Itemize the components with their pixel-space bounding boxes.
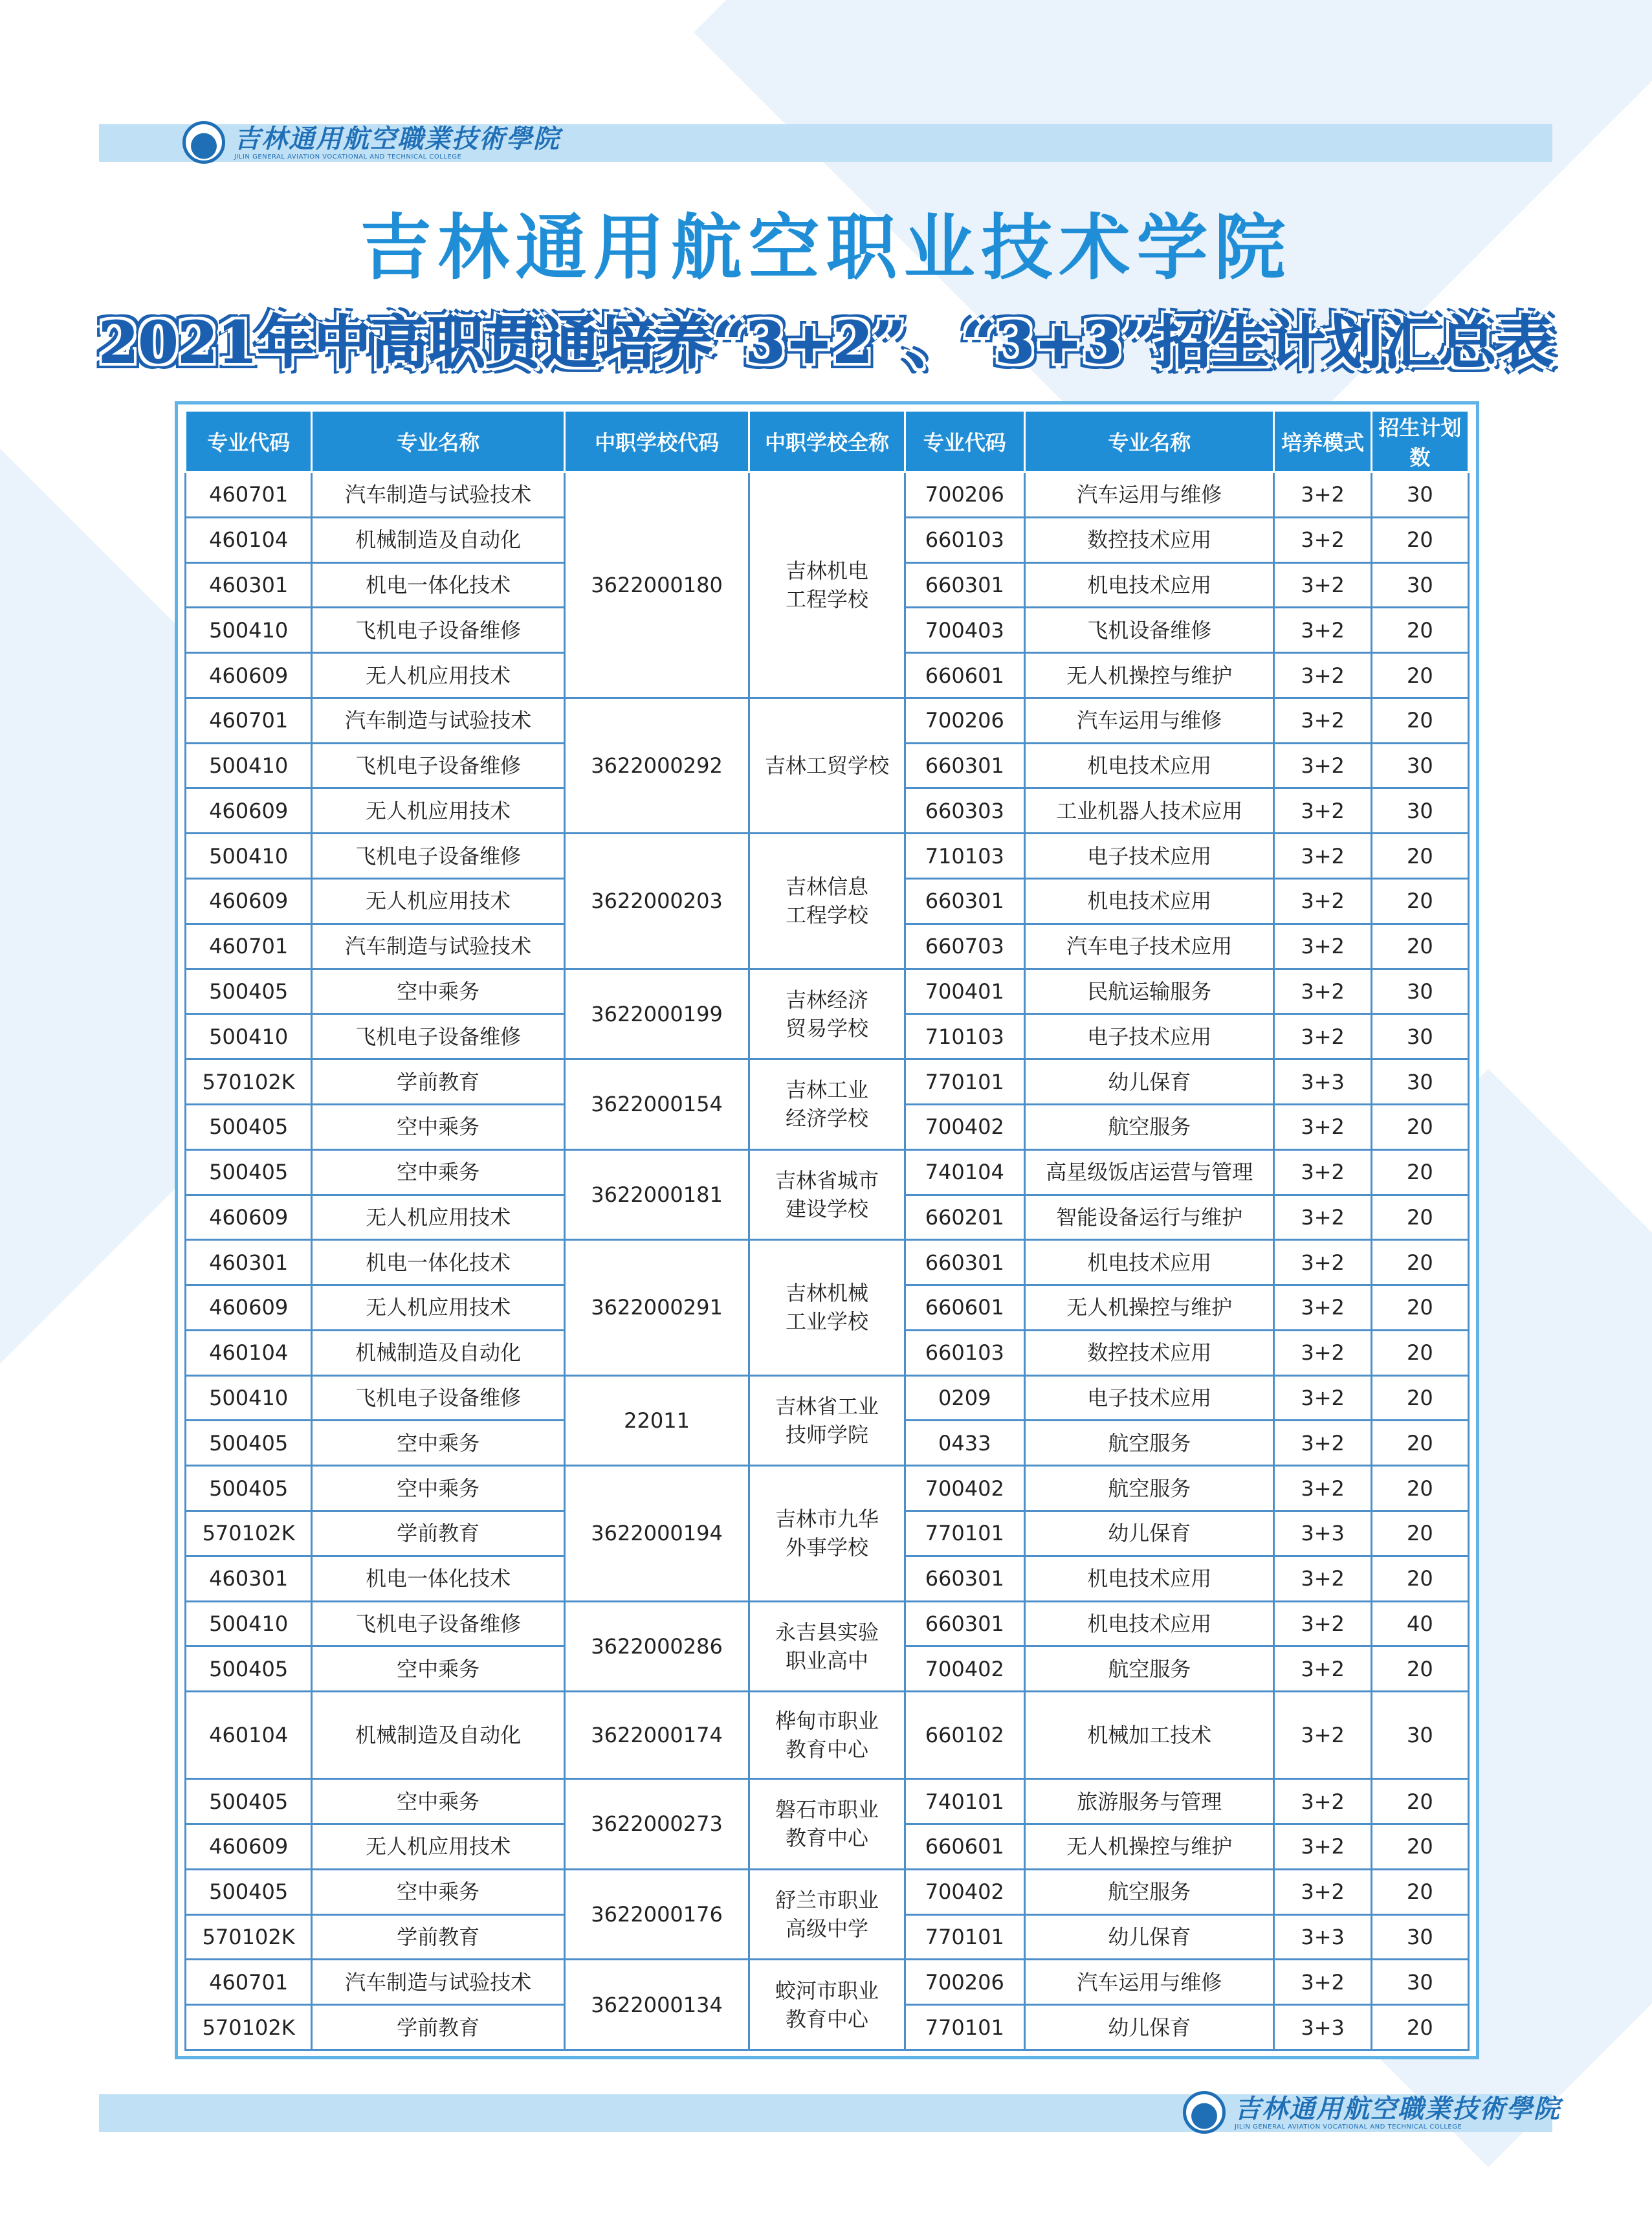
sv-major-name-cell: 高星级饭店运营与管理 [1024, 1149, 1274, 1195]
training-mode-cell: 3+3 [1274, 1059, 1371, 1105]
logo-english-name: JILIN GENERAL AVIATION VOCATIONAL AND TECHNICAL COLLEGE [1235, 2123, 1462, 2131]
hv-major-code-cell: 460609 [186, 879, 312, 924]
sv-major-name-cell: 机电技术应用 [1024, 879, 1274, 924]
school-code-cell: 3622000203 [564, 834, 749, 969]
sv-major-name-cell: 机电技术应用 [1024, 1240, 1274, 1285]
hv-major-code-cell: 500405 [186, 969, 312, 1014]
training-mode-cell: 3+3 [1274, 1914, 1371, 1960]
school-code-cell: 3622000292 [564, 698, 749, 833]
school-name-cell: 吉林省工业 技师学院 [749, 1375, 905, 1466]
training-mode-cell: 3+2 [1274, 1779, 1371, 1824]
hv-major-name-cell: 空中乘务 [312, 1779, 565, 1824]
enrollment-count-cell: 20 [1371, 517, 1468, 562]
table-row [186, 1240, 1469, 1285]
sv-major-name-cell: 机械加工技术 [1024, 1692, 1274, 1779]
table-row [186, 834, 1469, 879]
table-row [186, 1601, 1469, 1646]
enrollment-plan-table [184, 410, 1470, 2051]
sv-major-code-cell: 700206 [905, 1960, 1024, 2005]
table-row [186, 1375, 1469, 1421]
sv-major-code-cell: 700402 [905, 1104, 1024, 1149]
enrollment-count-cell: 20 [1371, 1779, 1468, 1824]
sv-major-code-cell: 770101 [905, 1511, 1024, 1556]
school-code-cell: 3622000174 [564, 1692, 749, 1779]
enrollment-count-cell: 20 [1371, 879, 1468, 924]
enrollment-count-cell: 20 [1371, 1149, 1468, 1195]
training-mode-cell: 3+2 [1274, 1104, 1371, 1149]
hv-major-name-cell: 空中乘务 [312, 1149, 565, 1195]
training-mode-cell: 3+2 [1274, 1601, 1371, 1646]
hv-major-code-cell: 460701 [186, 1960, 312, 2005]
sv-major-code-cell: 660102 [905, 1692, 1024, 1779]
header-logo [182, 116, 560, 168]
training-mode-cell: 3+2 [1274, 1375, 1371, 1421]
sv-major-code-cell: 700206 [905, 698, 1024, 743]
hv-major-name-cell: 学前教育 [312, 1059, 565, 1105]
school-code-cell: 3622000291 [564, 1240, 749, 1375]
hv-major-name-cell: 学前教育 [312, 1914, 565, 1960]
school-code-cell: 3622000176 [564, 1869, 749, 1960]
training-mode-cell: 3+2 [1274, 1240, 1371, 1285]
table-row [186, 1692, 1469, 1779]
school-name-cell: 吉林工贸学校 [749, 698, 905, 833]
sv-major-name-cell: 航空服务 [1024, 1104, 1274, 1149]
training-mode-cell: 3+2 [1274, 1421, 1371, 1466]
hv-major-code-cell: 570102K [186, 1511, 312, 1556]
hv-major-code-cell: 500410 [186, 743, 312, 788]
school-code-cell: 3622000286 [564, 1601, 749, 1692]
sv-major-name-cell: 电子技术应用 [1024, 1375, 1274, 1421]
school-name-cell: 舒兰市职业 高级中学 [749, 1869, 905, 1960]
hv-major-code-cell: 570102K [186, 2005, 312, 2050]
sv-major-name-cell: 数控技术应用 [1024, 1330, 1274, 1375]
sv-major-name-cell: 工业机器人技术应用 [1024, 788, 1274, 834]
page-subtitle: 2021年中高职贯通培养“3+2”、“3+3”招生计划汇总表 [98, 309, 1554, 376]
hv-major-code-cell: 460301 [186, 1556, 312, 1601]
sv-major-name-cell: 无人机操控与维护 [1024, 1824, 1274, 1869]
logo-chinese-name: 吉林通用航空職業技術學院 [234, 123, 560, 154]
hv-major-name-cell: 飞机电子设备维修 [312, 1375, 565, 1421]
training-mode-cell: 3+2 [1274, 1014, 1371, 1059]
table-body [186, 472, 1469, 2050]
hv-major-code-cell: 460301 [186, 562, 312, 608]
training-mode-cell: 3+2 [1274, 1869, 1371, 1914]
hv-major-name-cell: 汽车制造与试验技术 [312, 924, 565, 969]
hv-major-name-cell: 机械制造及自动化 [312, 1692, 565, 1779]
hv-major-name-cell: 无人机应用技术 [312, 788, 565, 834]
sv-major-code-cell: 660201 [905, 1195, 1024, 1240]
table-frame [175, 401, 1479, 2059]
hv-major-code-cell: 460701 [186, 698, 312, 743]
school-name-cell: 吉林省城市 建设学校 [749, 1149, 905, 1240]
enrollment-count-cell: 20 [1371, 1824, 1468, 1869]
school-name-cell: 吉林机电 工程学校 [749, 472, 905, 698]
sv-major-name-cell: 幼儿保育 [1024, 1914, 1274, 1960]
training-mode-cell: 3+2 [1274, 1960, 1371, 2005]
sv-major-code-cell: 700401 [905, 969, 1024, 1014]
enrollment-count-cell: 20 [1371, 924, 1468, 969]
sv-major-name-cell: 汽车运用与维修 [1024, 472, 1274, 518]
sv-major-name-cell: 无人机操控与维护 [1024, 653, 1274, 698]
training-mode-cell: 3+2 [1274, 969, 1371, 1014]
hv-major-code-cell: 500405 [186, 1869, 312, 1914]
hv-major-code-cell: 500410 [186, 1014, 312, 1059]
sv-major-name-cell: 电子技术应用 [1024, 1014, 1274, 1059]
enrollment-count-cell: 20 [1371, 834, 1468, 879]
hv-major-code-cell: 460701 [186, 472, 312, 518]
hv-major-name-cell: 空中乘务 [312, 1104, 565, 1149]
sv-major-code-cell: 660703 [905, 924, 1024, 969]
hv-major-name-cell: 机械制造及自动化 [312, 517, 565, 562]
training-mode-cell: 3+2 [1274, 1330, 1371, 1375]
enrollment-count-cell: 30 [1371, 1960, 1468, 2005]
hv-major-name-cell: 机电一体化技术 [312, 1240, 565, 1285]
header-cell: 专业代码 [186, 411, 312, 472]
hv-major-name-cell: 机电一体化技术 [312, 562, 565, 608]
sv-major-name-cell: 智能设备运行与维护 [1024, 1195, 1274, 1240]
hv-major-name-cell: 机电一体化技术 [312, 1556, 565, 1601]
table-row [186, 1779, 1469, 1824]
hv-major-code-cell: 460609 [186, 1285, 312, 1331]
header-cell: 招生计划数 [1371, 411, 1468, 472]
sv-major-code-cell: 660303 [905, 788, 1024, 834]
hv-major-code-cell: 460609 [186, 788, 312, 834]
logo-english-name: JILIN GENERAL AVIATION VOCATIONAL AND TECHNICAL COLLEGE [234, 153, 462, 161]
table-row [186, 1059, 1469, 1105]
sv-major-name-cell: 航空服务 [1024, 1646, 1274, 1692]
enrollment-count-cell: 20 [1371, 608, 1468, 653]
sv-major-name-cell: 航空服务 [1024, 1466, 1274, 1511]
enrollment-count-cell: 20 [1371, 1511, 1468, 1556]
sv-major-name-cell: 旅游服务与管理 [1024, 1779, 1274, 1824]
sv-major-name-cell: 汽车运用与维修 [1024, 698, 1274, 743]
enrollment-count-cell: 40 [1371, 1601, 1468, 1646]
sv-major-code-cell: 700402 [905, 1869, 1024, 1914]
sv-major-code-cell: 660301 [905, 1556, 1024, 1601]
sv-major-code-cell: 660601 [905, 1824, 1024, 1869]
sv-major-code-cell: 700403 [905, 608, 1024, 653]
school-code-cell: 3622000199 [564, 969, 749, 1059]
hv-major-code-cell: 460609 [186, 1824, 312, 1869]
sv-major-code-cell: 0433 [905, 1421, 1024, 1466]
enrollment-count-cell: 20 [1371, 1869, 1468, 1914]
sv-major-name-cell: 航空服务 [1024, 1421, 1274, 1466]
table-row [186, 472, 1469, 518]
hv-major-code-cell: 460301 [186, 1240, 312, 1285]
sv-major-code-cell: 700402 [905, 1466, 1024, 1511]
school-code-cell: 22011 [564, 1375, 749, 1466]
sv-major-code-cell: 770101 [905, 1914, 1024, 1960]
school-code-cell: 3622000194 [564, 1466, 749, 1601]
table-row [186, 1869, 1469, 1914]
training-mode-cell: 3+2 [1274, 608, 1371, 653]
training-mode-cell: 3+2 [1274, 1195, 1371, 1240]
hv-major-name-cell: 飞机电子设备维修 [312, 1014, 565, 1059]
hv-major-name-cell: 空中乘务 [312, 1421, 565, 1466]
sv-major-name-cell: 汽车电子技术应用 [1024, 924, 1274, 969]
hv-major-code-cell: 460609 [186, 1195, 312, 1240]
training-mode-cell: 3+2 [1274, 1466, 1371, 1511]
sv-major-code-cell: 770101 [905, 2005, 1024, 2050]
hv-major-code-cell: 500410 [186, 608, 312, 653]
sv-major-name-cell: 民航运输服务 [1024, 969, 1274, 1014]
hv-major-code-cell: 500405 [186, 1421, 312, 1466]
hv-major-code-cell: 570102K [186, 1059, 312, 1105]
hv-major-name-cell: 空中乘务 [312, 1869, 565, 1914]
header-cell: 中职学校全称 [749, 411, 905, 472]
hv-major-name-cell: 飞机电子设备维修 [312, 743, 565, 788]
sv-major-code-cell: 770101 [905, 1059, 1024, 1105]
hv-major-name-cell: 学前教育 [312, 2005, 565, 2050]
hv-major-code-cell: 460104 [186, 1692, 312, 1779]
hv-major-name-cell: 汽车制造与试验技术 [312, 698, 565, 743]
enrollment-count-cell: 30 [1371, 1014, 1468, 1059]
hv-major-name-cell: 汽车制造与试验技术 [312, 472, 565, 518]
enrollment-count-cell: 20 [1371, 1556, 1468, 1601]
hv-major-code-cell: 500405 [186, 1149, 312, 1195]
sv-major-code-cell: 660103 [905, 1330, 1024, 1375]
table-row [186, 1466, 1469, 1511]
hv-major-name-cell: 无人机应用技术 [312, 1824, 565, 1869]
training-mode-cell: 3+2 [1274, 1692, 1371, 1779]
school-name-cell: 蛟河市职业 教育中心 [749, 1960, 905, 2050]
hv-major-code-cell: 570102K [186, 1914, 312, 1960]
sv-major-code-cell: 710103 [905, 1014, 1024, 1059]
header-cell: 专业名称 [312, 411, 565, 472]
enrollment-count-cell: 20 [1371, 1375, 1468, 1421]
training-mode-cell: 3+2 [1274, 472, 1371, 518]
sv-major-code-cell: 660601 [905, 1285, 1024, 1331]
training-mode-cell: 3+2 [1274, 1646, 1371, 1692]
hv-major-code-cell: 500410 [186, 1601, 312, 1646]
hv-major-name-cell: 无人机应用技术 [312, 879, 565, 924]
hv-major-name-cell: 空中乘务 [312, 1466, 565, 1511]
sv-major-name-cell: 幼儿保育 [1024, 1511, 1274, 1556]
enrollment-count-cell: 20 [1371, 1646, 1468, 1692]
hv-major-name-cell: 飞机电子设备维修 [312, 834, 565, 879]
enrollment-count-cell: 30 [1371, 1692, 1468, 1779]
sv-major-code-cell: 0209 [905, 1375, 1024, 1421]
training-mode-cell: 3+2 [1274, 698, 1371, 743]
table-row [186, 1960, 1469, 2005]
school-code-cell: 3622000273 [564, 1779, 749, 1870]
school-code-cell: 3622000180 [564, 472, 749, 698]
sv-major-code-cell: 660601 [905, 653, 1024, 698]
enrollment-count-cell: 20 [1371, 1330, 1468, 1375]
enrollment-count-cell: 30 [1371, 969, 1468, 1014]
enrollment-count-cell: 30 [1371, 472, 1468, 518]
training-mode-cell: 3+2 [1274, 1149, 1371, 1195]
table-row [186, 698, 1469, 743]
table-row [186, 1149, 1469, 1195]
enrollment-count-cell: 30 [1371, 743, 1468, 788]
sv-major-code-cell: 710103 [905, 834, 1024, 879]
hv-major-name-cell: 无人机应用技术 [312, 1285, 565, 1331]
header-cell: 培养模式 [1274, 411, 1371, 472]
sv-major-name-cell: 数控技术应用 [1024, 517, 1274, 562]
sv-major-name-cell: 幼儿保育 [1024, 2005, 1274, 2050]
school-code-cell: 3622000134 [564, 1960, 749, 2050]
training-mode-cell: 3+3 [1274, 2005, 1371, 2050]
enrollment-count-cell: 20 [1371, 1104, 1468, 1149]
enrollment-count-cell: 20 [1371, 1285, 1468, 1331]
enrollment-count-cell: 30 [1371, 1059, 1468, 1105]
training-mode-cell: 3+2 [1274, 517, 1371, 562]
sv-major-name-cell: 机电技术应用 [1024, 1601, 1274, 1646]
school-code-cell: 3622000154 [564, 1059, 749, 1150]
hv-major-name-cell: 空中乘务 [312, 1646, 565, 1692]
training-mode-cell: 3+2 [1274, 653, 1371, 698]
sv-major-code-cell: 740101 [905, 1779, 1024, 1824]
hv-major-code-cell: 500410 [186, 834, 312, 879]
school-name-cell: 吉林工业 经济学校 [749, 1059, 905, 1150]
hv-major-name-cell: 汽车制造与试验技术 [312, 1960, 565, 2005]
enrollment-count-cell: 20 [1371, 1240, 1468, 1285]
training-mode-cell: 3+2 [1274, 924, 1371, 969]
hv-major-name-cell: 飞机电子设备维修 [312, 608, 565, 653]
sv-major-code-cell: 660301 [905, 562, 1024, 608]
enrollment-count-cell: 30 [1371, 562, 1468, 608]
enrollment-count-cell: 20 [1371, 1466, 1468, 1511]
sv-major-code-cell: 660301 [905, 743, 1024, 788]
hv-major-code-cell: 500410 [186, 1375, 312, 1421]
hv-major-code-cell: 460104 [186, 1330, 312, 1375]
school-code-cell: 3622000181 [564, 1149, 749, 1240]
header-cell: 专业名称 [1024, 411, 1274, 472]
school-name-cell: 桦甸市职业 教育中心 [749, 1692, 905, 1779]
header-cell: 专业代码 [905, 411, 1024, 472]
sv-major-code-cell: 740104 [905, 1149, 1024, 1195]
school-name-cell: 吉林信息 工程学校 [749, 834, 905, 969]
hv-major-code-cell: 500405 [186, 1104, 312, 1149]
sv-major-code-cell: 660301 [905, 1240, 1024, 1285]
hv-major-name-cell: 学前教育 [312, 1511, 565, 1556]
sv-major-name-cell: 航空服务 [1024, 1869, 1274, 1914]
school-name-cell: 吉林市九华 外事学校 [749, 1466, 905, 1601]
sv-major-name-cell: 幼儿保育 [1024, 1059, 1274, 1105]
sv-major-code-cell: 700402 [905, 1646, 1024, 1692]
hv-major-code-cell: 500405 [186, 1646, 312, 1692]
enrollment-count-cell: 30 [1371, 1914, 1468, 1960]
sv-major-name-cell: 无人机操控与维护 [1024, 1285, 1274, 1331]
hv-major-name-cell: 飞机电子设备维修 [312, 1601, 565, 1646]
hv-major-code-cell: 460701 [186, 924, 312, 969]
training-mode-cell: 3+2 [1274, 1556, 1371, 1601]
training-mode-cell: 3+2 [1274, 879, 1371, 924]
sv-major-name-cell: 飞机设备维修 [1024, 608, 1274, 653]
enrollment-count-cell: 20 [1371, 653, 1468, 698]
training-mode-cell: 3+2 [1274, 562, 1371, 608]
sv-major-name-cell: 汽车运用与维修 [1024, 1960, 1274, 2005]
footer-logo [1183, 2087, 1561, 2138]
school-name-cell: 吉林机械 工业学校 [749, 1240, 905, 1375]
enrollment-count-cell: 20 [1371, 1195, 1468, 1240]
training-mode-cell: 3+2 [1274, 1824, 1371, 1869]
hv-major-code-cell: 500405 [186, 1466, 312, 1511]
enrollment-count-cell: 20 [1371, 1421, 1468, 1466]
logo-chinese-name: 吉林通用航空職業技術學院 [1235, 2093, 1561, 2124]
sv-major-name-cell: 电子技术应用 [1024, 834, 1274, 879]
training-mode-cell: 3+2 [1274, 1285, 1371, 1331]
training-mode-cell: 3+3 [1274, 1511, 1371, 1556]
table-row [186, 969, 1469, 1014]
enrollment-count-cell: 30 [1371, 788, 1468, 834]
school-name-cell: 吉林经济 贸易学校 [749, 969, 905, 1059]
hv-major-name-cell: 无人机应用技术 [312, 1195, 565, 1240]
enrollment-count-cell: 20 [1371, 698, 1468, 743]
training-mode-cell: 3+2 [1274, 834, 1371, 879]
hv-major-name-cell: 机械制造及自动化 [312, 1330, 565, 1375]
sv-major-code-cell: 660301 [905, 1601, 1024, 1646]
sv-major-code-cell: 660301 [905, 879, 1024, 924]
hv-major-code-cell: 500405 [186, 1779, 312, 1824]
hv-major-name-cell: 空中乘务 [312, 969, 565, 1014]
college-emblem-icon [182, 121, 225, 164]
school-name-cell: 磐石市职业 教育中心 [749, 1779, 905, 1870]
header-cell: 中职学校代码 [564, 411, 749, 472]
hv-major-name-cell: 无人机应用技术 [312, 653, 565, 698]
sv-major-name-cell: 机电技术应用 [1024, 1556, 1274, 1601]
sv-major-name-cell: 机电技术应用 [1024, 743, 1274, 788]
enrollment-count-cell: 20 [1371, 2005, 1468, 2050]
school-name-cell: 永吉县实验 职业高中 [749, 1601, 905, 1692]
sv-major-code-cell: 660103 [905, 517, 1024, 562]
college-emblem-icon [1183, 2091, 1226, 2134]
hv-major-code-cell: 460609 [186, 653, 312, 698]
table-header-row [186, 411, 1469, 472]
hv-major-code-cell: 460104 [186, 517, 312, 562]
sv-major-code-cell: 700206 [905, 472, 1024, 518]
page-title: 吉林通用航空职业技术学院 [360, 206, 1292, 289]
training-mode-cell: 3+2 [1274, 743, 1371, 788]
sv-major-name-cell: 机电技术应用 [1024, 562, 1274, 608]
training-mode-cell: 3+2 [1274, 788, 1371, 834]
